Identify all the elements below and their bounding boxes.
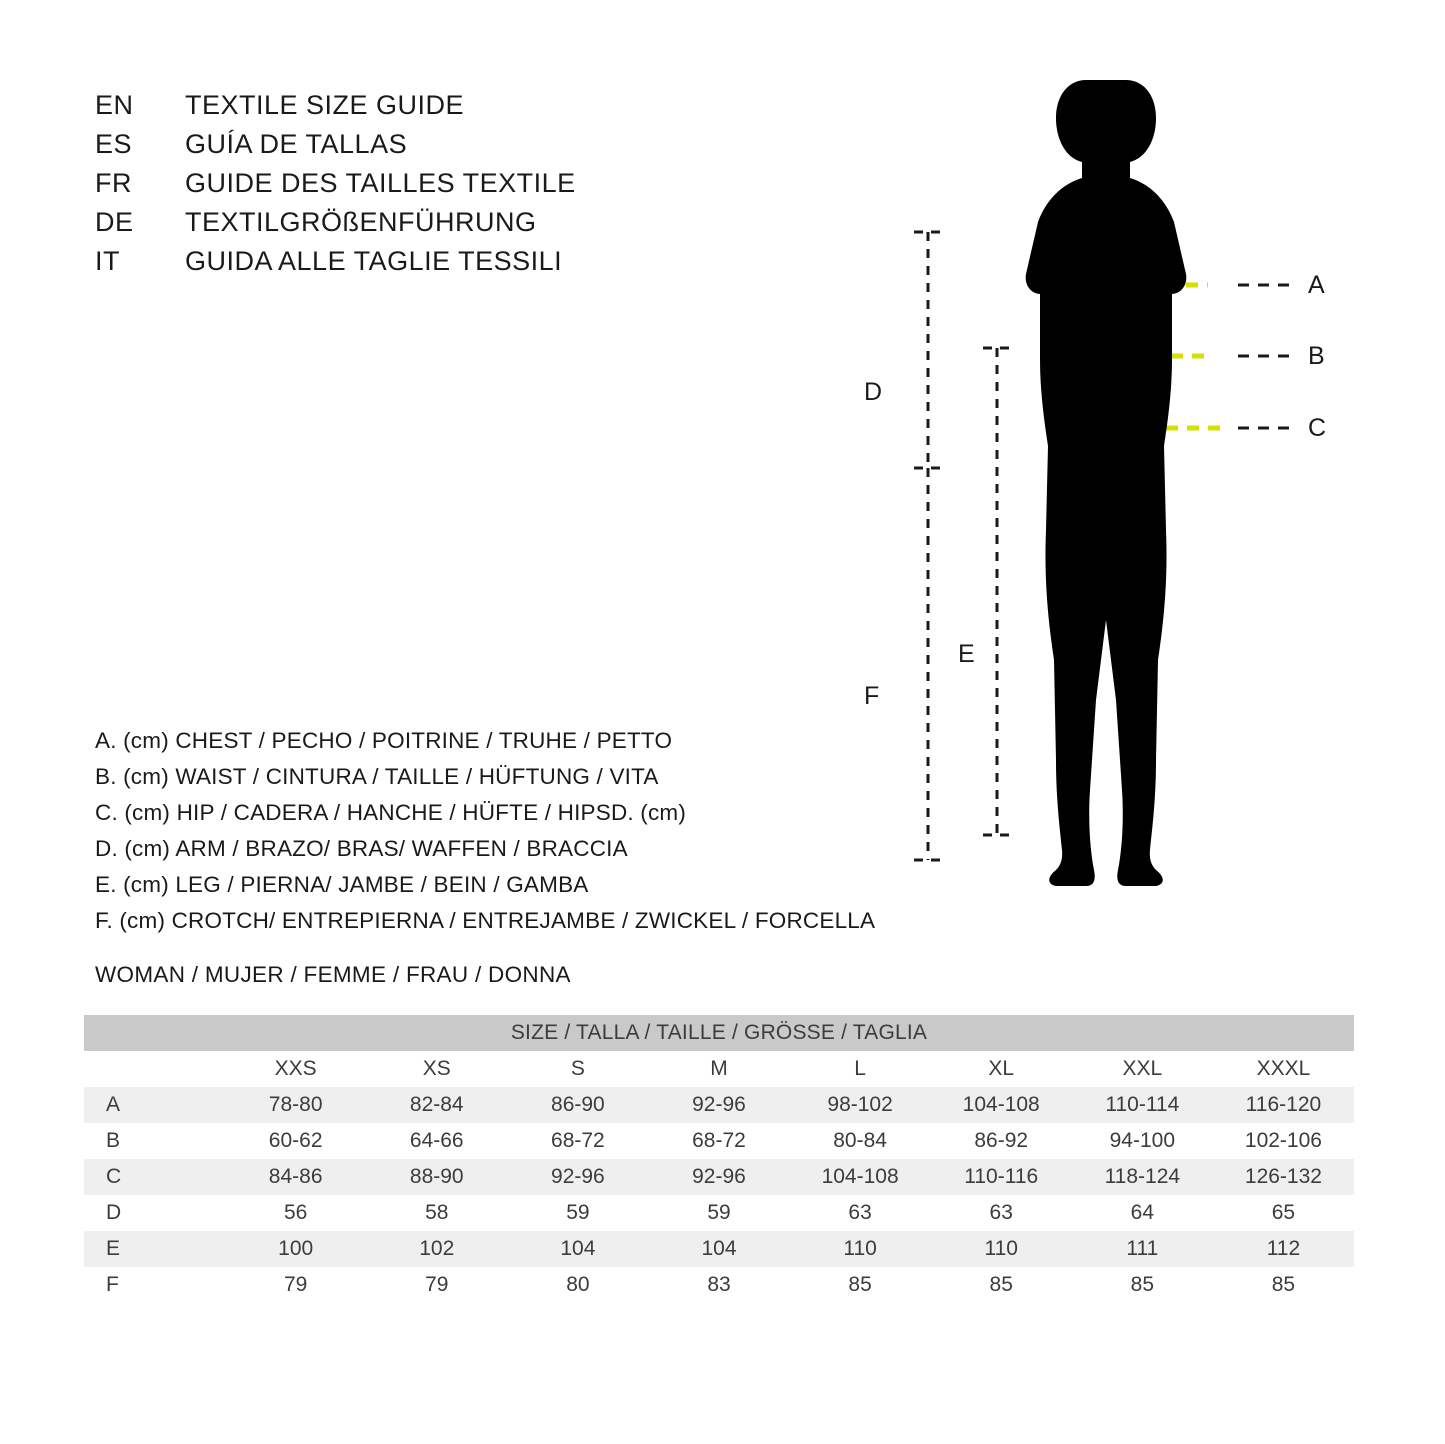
title-lang-it: IT: [95, 246, 120, 276]
size-header-m: M: [648, 1051, 789, 1087]
cell-a-l: 98-102: [790, 1087, 931, 1123]
cell-b-xxs: 60-62: [225, 1123, 366, 1159]
cell-c-m: 92-96: [648, 1159, 789, 1195]
cell-f-l: 85: [790, 1267, 931, 1303]
size-header-s: S: [507, 1051, 648, 1087]
cell-a-xs: 82-84: [366, 1087, 507, 1123]
row-label-f: F: [84, 1267, 225, 1303]
cell-f-xs: 79: [366, 1267, 507, 1303]
title-row-it: [95, 246, 576, 285]
size-header-xs: XS: [366, 1051, 507, 1087]
legend-line-e: E. (cm) LEG / PIERNA/ JAMBE / BEIN / GAMBA: [95, 872, 589, 897]
bracket-e: [983, 348, 1011, 835]
cell-c-xs: 88-90: [366, 1159, 507, 1195]
title-text-fr: GUIDE DES TAILLES TEXTILE: [185, 168, 576, 198]
row-label-a: A: [84, 1087, 225, 1123]
title-row-fr: [95, 168, 576, 207]
label-c: C: [1308, 414, 1327, 442]
cell-a-xl: 104-108: [931, 1087, 1072, 1123]
cell-f-xl: 85: [931, 1267, 1072, 1303]
cell-a-m: 92-96: [648, 1087, 789, 1123]
title-lang-es: ES: [95, 129, 133, 159]
title-row-en: [95, 90, 576, 129]
cell-b-xxxl: 102-106: [1213, 1123, 1354, 1159]
cell-c-xxl: 118-124: [1072, 1159, 1213, 1195]
label-d: D: [864, 378, 883, 406]
size-header-xxs: XXS: [225, 1051, 366, 1087]
table-banner-label: SIZE / TALLA / TAILLE / GRÖSSE / TAGLIA: [84, 1015, 1354, 1051]
cell-e-xs: 102: [366, 1231, 507, 1267]
cell-e-xxxl: 112: [1213, 1231, 1354, 1267]
legend-line-b: B. (cm) WAIST / CINTURA / TAILLE / HÜFTUNG / VITA: [95, 764, 659, 789]
cell-f-xxl: 85: [1072, 1267, 1213, 1303]
cell-b-xl: 86-92: [931, 1123, 1072, 1159]
bracket-d: [914, 232, 942, 468]
measurement-legend: [95, 723, 875, 939]
cell-c-xxs: 84-86: [225, 1159, 366, 1195]
label-b: B: [1308, 342, 1325, 370]
cell-e-s: 104: [507, 1231, 648, 1267]
row-label-d: D: [84, 1195, 225, 1231]
size-header-xxl: XXL: [1072, 1051, 1213, 1087]
measurement-guides-svg: [840, 60, 1360, 900]
table-banner-row: [84, 1015, 1354, 1051]
cell-b-xs: 64-66: [366, 1123, 507, 1159]
cell-f-xxxl: 85: [1213, 1267, 1354, 1303]
cell-d-xl: 63: [931, 1195, 1072, 1231]
table-row: [84, 1123, 1354, 1159]
header-corner: [84, 1051, 225, 1087]
cell-b-xxl: 94-100: [1072, 1123, 1213, 1159]
legend-line-c: C. (cm) HIP / CADERA / HANCHE / HÜFTE / HIPSD. (cm): [95, 800, 687, 825]
title-lang-fr: FR: [95, 168, 132, 198]
cell-f-s: 80: [507, 1267, 648, 1303]
row-label-e: E: [84, 1231, 225, 1267]
cell-a-xxs: 78-80: [225, 1087, 366, 1123]
cell-c-s: 92-96: [507, 1159, 648, 1195]
legend-line-d: D. (cm) ARM / BRAZO/ BRAS/ WAFFEN / BRACCIA: [95, 836, 628, 861]
table-row: [84, 1267, 1354, 1303]
cell-f-xxs: 79: [225, 1267, 366, 1303]
cell-e-m: 104: [648, 1231, 789, 1267]
size-table: [84, 1015, 1354, 1303]
label-a: A: [1308, 271, 1325, 299]
cell-d-xxs: 56: [225, 1195, 366, 1231]
table-row: [84, 1231, 1354, 1267]
cell-d-m: 59: [648, 1195, 789, 1231]
cell-d-xxxl: 65: [1213, 1195, 1354, 1231]
title-text-es: GUÍA DE TALLAS: [185, 129, 408, 159]
title-text-en: TEXTILE SIZE GUIDE: [185, 90, 465, 120]
size-header-xl: XL: [931, 1051, 1072, 1087]
table-row: [84, 1195, 1354, 1231]
legend-line-f: F. (cm) CROTCH/ ENTREPIERNA / ENTREJAMBE / ZWICKEL / FORCELLA: [95, 908, 876, 933]
cell-a-xxl: 110-114: [1072, 1087, 1213, 1123]
cell-a-s: 86-90: [507, 1087, 648, 1123]
label-f: F: [864, 682, 880, 710]
label-e: E: [958, 640, 975, 668]
title-lang-en: EN: [95, 90, 134, 120]
size-header-xxxl: XXXL: [1213, 1051, 1354, 1087]
cell-f-m: 83: [648, 1267, 789, 1303]
cell-d-xxl: 64: [1072, 1195, 1213, 1231]
cell-d-s: 59: [507, 1195, 648, 1231]
title-row-de: [95, 207, 576, 246]
table-row: [84, 1087, 1354, 1123]
legend-line-a: A. (cm) CHEST / PECHO / POITRINE / TRUHE / PETTO: [95, 728, 673, 753]
cell-e-xxs: 100: [225, 1231, 366, 1267]
row-label-c: C: [84, 1159, 225, 1195]
bracket-f: [914, 468, 942, 860]
cell-c-xxxl: 126-132: [1213, 1159, 1354, 1195]
cell-b-l: 80-84: [790, 1123, 931, 1159]
female-silhouette: [1026, 80, 1187, 886]
cell-a-xxxl: 116-120: [1213, 1087, 1354, 1123]
table-row: [84, 1159, 1354, 1195]
cell-d-xs: 58: [366, 1195, 507, 1231]
cell-d-l: 63: [790, 1195, 931, 1231]
size-header-l: L: [790, 1051, 931, 1087]
title-text-it: GUIDA ALLE TAGLIE TESSILI: [185, 246, 563, 276]
title-block: [95, 90, 576, 285]
cell-b-m: 68-72: [648, 1123, 789, 1159]
gender-label: WOMAN / MUJER / FEMME / FRAU / DONNA: [95, 962, 571, 987]
cell-c-xl: 110-116: [931, 1159, 1072, 1195]
cell-b-s: 68-72: [507, 1123, 648, 1159]
cell-c-l: 104-108: [790, 1159, 931, 1195]
title-lang-de: DE: [95, 207, 134, 237]
cell-e-xl: 110: [931, 1231, 1072, 1267]
cell-e-xxl: 111: [1072, 1231, 1213, 1267]
size-table-wrapper: [84, 1015, 1354, 1303]
title-text-de: TEXTILGRÖßENFÜHRUNG: [185, 207, 537, 237]
row-label-b: B: [84, 1123, 225, 1159]
cell-e-l: 110: [790, 1231, 931, 1267]
body-diagram: [840, 60, 1360, 900]
title-row-es: [95, 129, 576, 168]
table-size-header-row: [84, 1051, 1354, 1087]
